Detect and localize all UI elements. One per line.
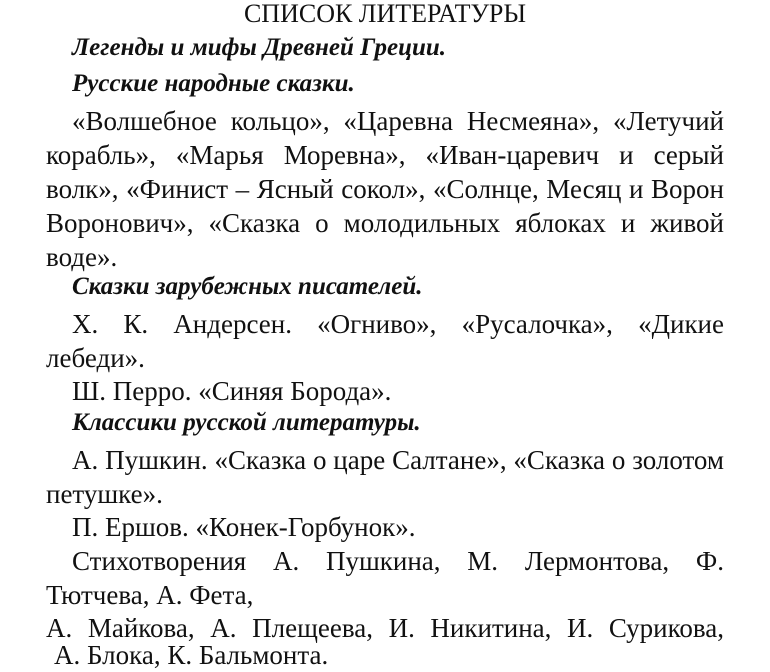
paragraph-ershov: П. Ершов. «Конек-Горбунок». xyxy=(72,512,416,542)
paragraph-perrault: Ш. Перро. «Синяя Борода». xyxy=(72,376,392,406)
paragraph-andersen: Х. К. Андерсен. «Огниво», «Русалочка», «Дикие лебеди». xyxy=(46,309,724,373)
heading-foreign: Сказки зарубежных писателей. xyxy=(72,273,423,300)
paragraph-poems-line-2: Тютчева, А. Фета, xyxy=(46,580,254,610)
heading-greece: Легенды и мифы Древней Греции. xyxy=(72,34,447,61)
paragraph-pushkin: А. Пушкин. «Сказка о царе Салтане», «Сказка о золотом петушке». xyxy=(46,445,724,509)
heading-classics: Классики русской литературы. xyxy=(72,409,421,436)
paragraph-poems-line-4: А. Блока, К. Бальмонта. xyxy=(54,640,329,670)
paragraph-poems-line-3: А. Майкова, А. Плещеева, И. Никитина, И. Сурикова, xyxy=(46,613,724,643)
heading-russian-tales: Русские народные сказки. xyxy=(72,70,355,97)
page-title: СПИСОК ЛИТЕРАТУРЫ xyxy=(243,0,527,28)
paragraph-russian-tales-list: «Волшебное кольцо», «Царевна Несмеяна», «Летучий корабль», «Марья Моревна», «Иван-царевич и серый волк», «Финист – Ясный сокол», «Солнце, Месяц и Ворон Воронович», «Сказка о молодильных яблоках и живой воде». xyxy=(46,106,724,272)
paragraph-poems-line-1: Стихотворения А. Пушкина, М. Лермонтова, Ф. xyxy=(72,546,724,576)
